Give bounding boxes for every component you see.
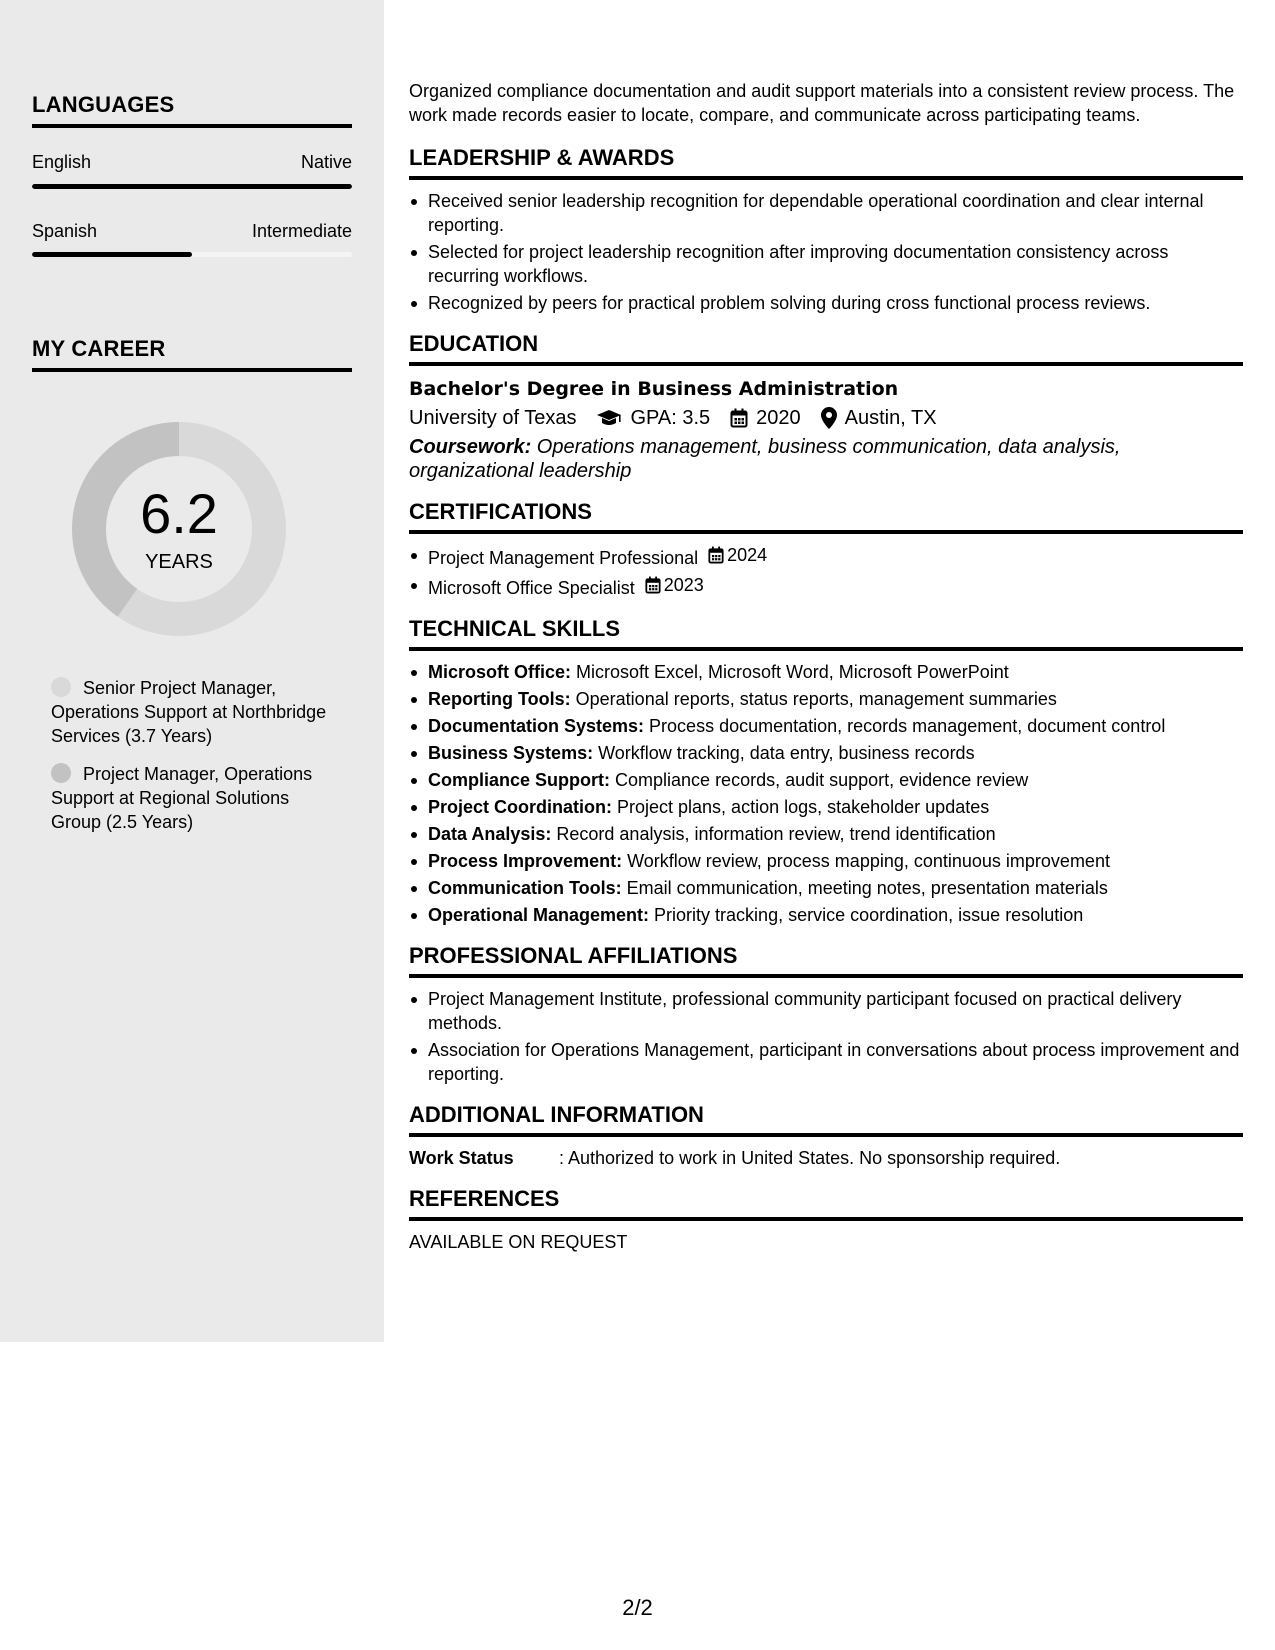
coursework: [409, 435, 1243, 483]
references-section: [409, 1186, 1243, 1254]
languages-title: LANGUAGES: [32, 92, 352, 128]
calendar-icon: [645, 576, 661, 594]
affiliations-list: [409, 987, 1243, 1086]
list-item: [409, 573, 1243, 600]
list-item: Project Management Institute, professional community participant focused on practical delivery methods.: [409, 987, 1243, 1035]
career-total-value: 6.2: [140, 482, 218, 545]
language-bar-fill: [32, 184, 352, 189]
school-name: University of Texas: [409, 407, 577, 429]
school-location: Austin, TX: [844, 407, 937, 429]
list-item: [409, 903, 1243, 927]
skill-value: Email communication, meeting notes, presentation materials: [621, 878, 1108, 898]
list-item: Association for Operations Management, participant in conversations about process improvement and reporting.: [409, 1038, 1243, 1086]
sidebar: [0, 0, 384, 1342]
career-total-unit: YEARS: [145, 551, 213, 573]
awards-list: [409, 189, 1243, 315]
career-item: [51, 762, 336, 834]
certifications-list: [409, 543, 1243, 600]
skill-label: Compliance Support:: [428, 770, 611, 790]
language-row-english: [32, 152, 352, 173]
list-item: [409, 822, 1243, 846]
section-title: TECHNICAL SKILLS: [409, 616, 1243, 651]
section-title: EDUCATION: [409, 331, 1243, 366]
degree-title: Bachelor's Degree in Business Administration: [409, 378, 899, 400]
certifications-section: [409, 499, 1243, 600]
section-title: CERTIFICATIONS: [409, 499, 1243, 534]
list-item: Recognized by peers for practical problem solving during cross functional process reviews.: [409, 291, 1243, 315]
career-legend-dot: [51, 677, 71, 697]
section-title: LEADERSHIP & AWARDS: [409, 145, 1243, 180]
language-bar-spanish: [32, 252, 352, 257]
skill-label: Reporting Tools:: [428, 689, 571, 709]
references-text: AVAILABLE ON REQUEST: [409, 1232, 628, 1252]
language-level: Native: [300, 152, 352, 172]
list-item: [409, 849, 1243, 873]
intro-paragraph: Organized compliance documentation and audit support materials into a consistent review process. The work made records easier to locate, compare, and communicate across participating teams.: [409, 81, 1235, 125]
calendar-icon: [708, 546, 724, 564]
section-title: ADDITIONAL INFORMATION: [409, 1102, 1243, 1137]
skills-section: [409, 616, 1243, 927]
skill-value: Project plans, action logs, stakeholder updates: [612, 797, 990, 817]
career-legend-dot: [51, 763, 71, 783]
calendar-icon: [730, 408, 748, 428]
career-item-text: Project Manager, Operations Support at Regional Solutions Group (2.5 Years): [51, 764, 313, 832]
certification-year: 2023: [663, 575, 704, 595]
skill-label: Microsoft Office:: [428, 662, 572, 682]
list-item: [409, 543, 1243, 570]
skill-label: Business Systems:: [428, 743, 594, 763]
coursework-text: Operations management, business communication, data analysis, organizational leadership: [409, 436, 1121, 482]
language-bar-english: [32, 184, 352, 189]
awards-section: [409, 145, 1243, 315]
certification-name: Project Management Professional: [428, 548, 699, 568]
main-content: [409, 79, 1243, 1270]
education-section: [409, 331, 1243, 483]
section-title: PROFESSIONAL AFFILIATIONS: [409, 943, 1243, 978]
skill-value: Priority tracking, service coordination, issue resolution: [649, 905, 1084, 925]
language-name: English: [32, 152, 92, 172]
additional-info-section: [409, 1102, 1243, 1170]
gpa: GPA: 3.5: [630, 407, 711, 429]
language-bar-fill: [32, 252, 192, 257]
list-item: [409, 741, 1243, 765]
skills-list: [409, 660, 1243, 927]
career-item: [51, 676, 336, 748]
affiliations-section: [409, 943, 1243, 1086]
skill-label: Communication Tools:: [428, 878, 622, 898]
skill-label: Process Improvement:: [428, 851, 623, 871]
education-meta: [409, 403, 1243, 433]
work-status-label: Work Status: [409, 1148, 514, 1168]
graduation-cap-icon: [596, 408, 622, 428]
graduation-year: 2020: [756, 407, 801, 429]
work-status-row: [409, 1146, 1243, 1170]
page-number: 2/2: [622, 1595, 653, 1620]
list-item: [409, 795, 1243, 819]
coursework-label: Coursework:: [409, 436, 532, 458]
list-item: [409, 714, 1243, 738]
certification-name: Microsoft Office Specialist: [428, 578, 635, 598]
career-item-text: Senior Project Manager, Operations Support at Northbridge Services (3.7 Years): [51, 678, 327, 746]
skill-value: Operational reports, status reports, management summaries: [570, 689, 1057, 709]
list-item: Selected for project leadership recognition after improving documentation consistency across recurring workflows.: [409, 240, 1243, 288]
skill-value: Workflow review, process mapping, continuous improvement: [622, 851, 1110, 871]
certification-year: 2024: [727, 545, 768, 565]
skill-value: Microsoft Excel, Microsoft Word, Microsoft PowerPoint: [571, 662, 1009, 682]
skill-label: Documentation Systems:: [428, 716, 645, 736]
skill-value: Process documentation, records management, document control: [644, 716, 1166, 736]
skill-label: Project Coordination:: [428, 797, 612, 817]
skill-value: Compliance records, audit support, evidence review: [610, 770, 1029, 790]
skill-value: Workflow tracking, data entry, business records: [593, 743, 975, 763]
list-item: [409, 660, 1243, 684]
career-title: MY CAREER: [32, 336, 352, 372]
language-row-spanish: [32, 221, 352, 242]
list-item: [409, 876, 1243, 900]
skill-label: Data Analysis:: [428, 824, 552, 844]
location-pin-icon: [821, 407, 837, 429]
language-name: Spanish: [32, 221, 98, 241]
skill-label: Operational Management:: [428, 905, 650, 925]
work-status-value: : Authorized to work in United States. No sponsorship required.: [559, 1148, 1061, 1168]
section-title: REFERENCES: [409, 1186, 1243, 1221]
language-level: Intermediate: [251, 221, 352, 241]
list-item: [409, 768, 1243, 792]
list-item: [409, 687, 1243, 711]
skill-value: Record analysis, information review, trend identification: [551, 824, 996, 844]
list-item: Received senior leadership recognition for dependable operational coordination and clear internal reporting.: [409, 189, 1243, 237]
